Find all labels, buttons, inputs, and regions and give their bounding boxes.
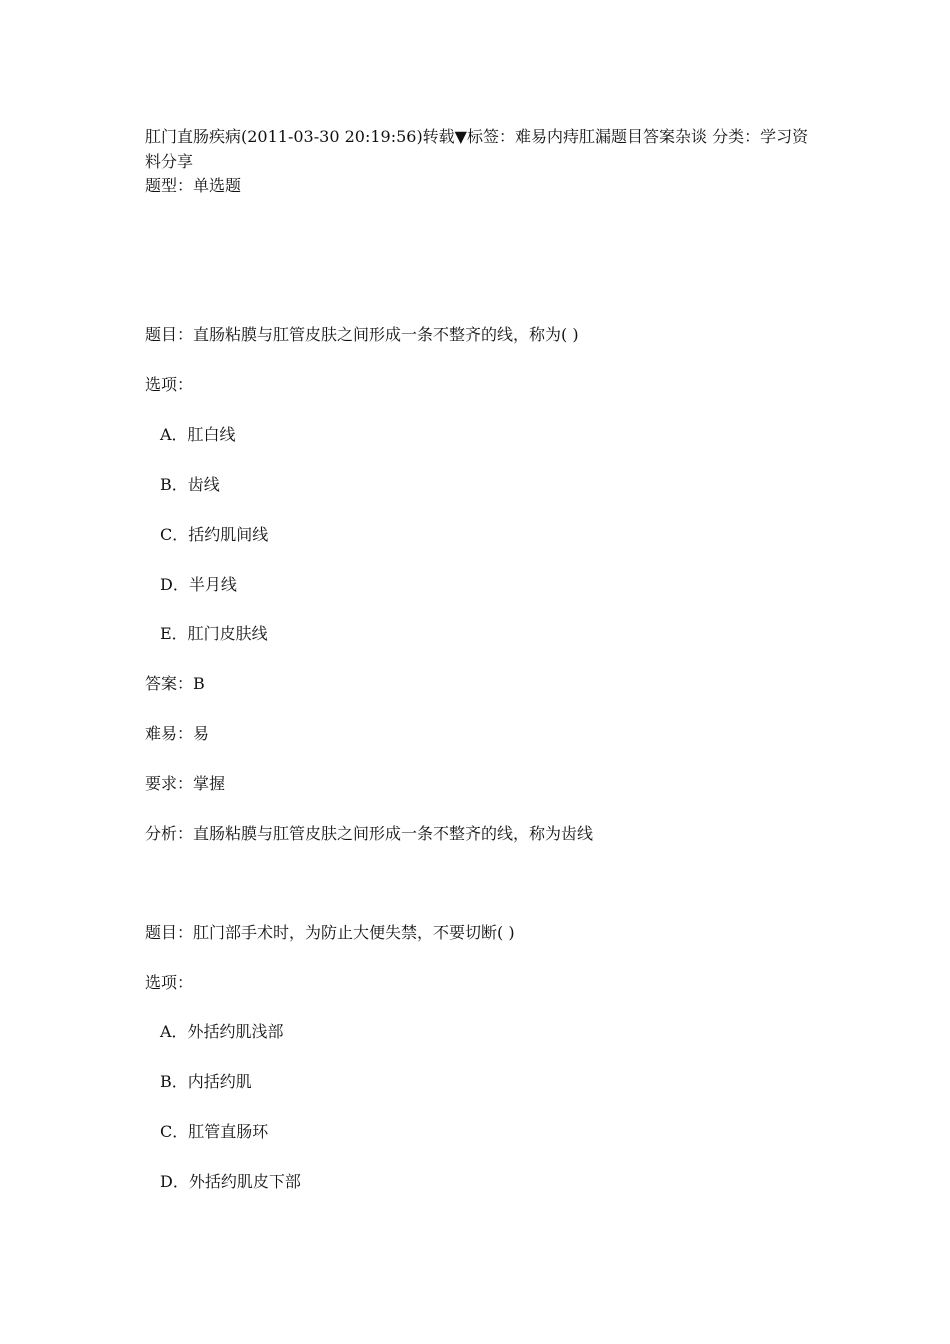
- question-1-option-e: E．肛门皮肤线: [160, 624, 268, 643]
- question-2-option-b: B．内括约肌: [160, 1072, 252, 1091]
- question-1-stem: 题目：直肠粘膜与肛管皮肤之间形成一条不整齐的线，称为( ): [145, 325, 579, 344]
- question-2-option-c: C．肛管直肠环: [160, 1122, 269, 1141]
- question-1-option-d: D．半月线: [160, 575, 237, 594]
- question-1-answer: 答案：B: [145, 674, 205, 693]
- question-1-options-label: 选项：: [145, 375, 194, 394]
- question-2-stem: 题目：肛门部手术时，为防止大便失禁，不要切断( ): [145, 923, 515, 942]
- question-1-option-a: A．肛白线: [160, 425, 236, 444]
- question-2-options-label: 选项：: [145, 973, 194, 992]
- question-2-option-d: D．外括约肌皮下部: [160, 1172, 301, 1191]
- question-2-option-a: A．外括约肌浅部: [160, 1022, 284, 1041]
- question-1-requirement: 要求：掌握: [145, 774, 226, 793]
- question-1-option-b: B．齿线: [160, 475, 220, 494]
- question-1-difficulty: 难易：易: [145, 724, 210, 743]
- question-type: 题型：单选题: [145, 176, 242, 195]
- document-header: 肛门直肠疾病(2011-03-30 20:19:56)转载▼标签：难易内痔肛漏题目答案杂谈 分类：学习资料分享: [145, 127, 809, 171]
- question-1-analysis: 分析：直肠粘膜与肛管皮肤之间形成一条不整齐的线，称为齿线: [145, 824, 594, 843]
- question-1-option-c: C．括约肌间线: [160, 525, 269, 544]
